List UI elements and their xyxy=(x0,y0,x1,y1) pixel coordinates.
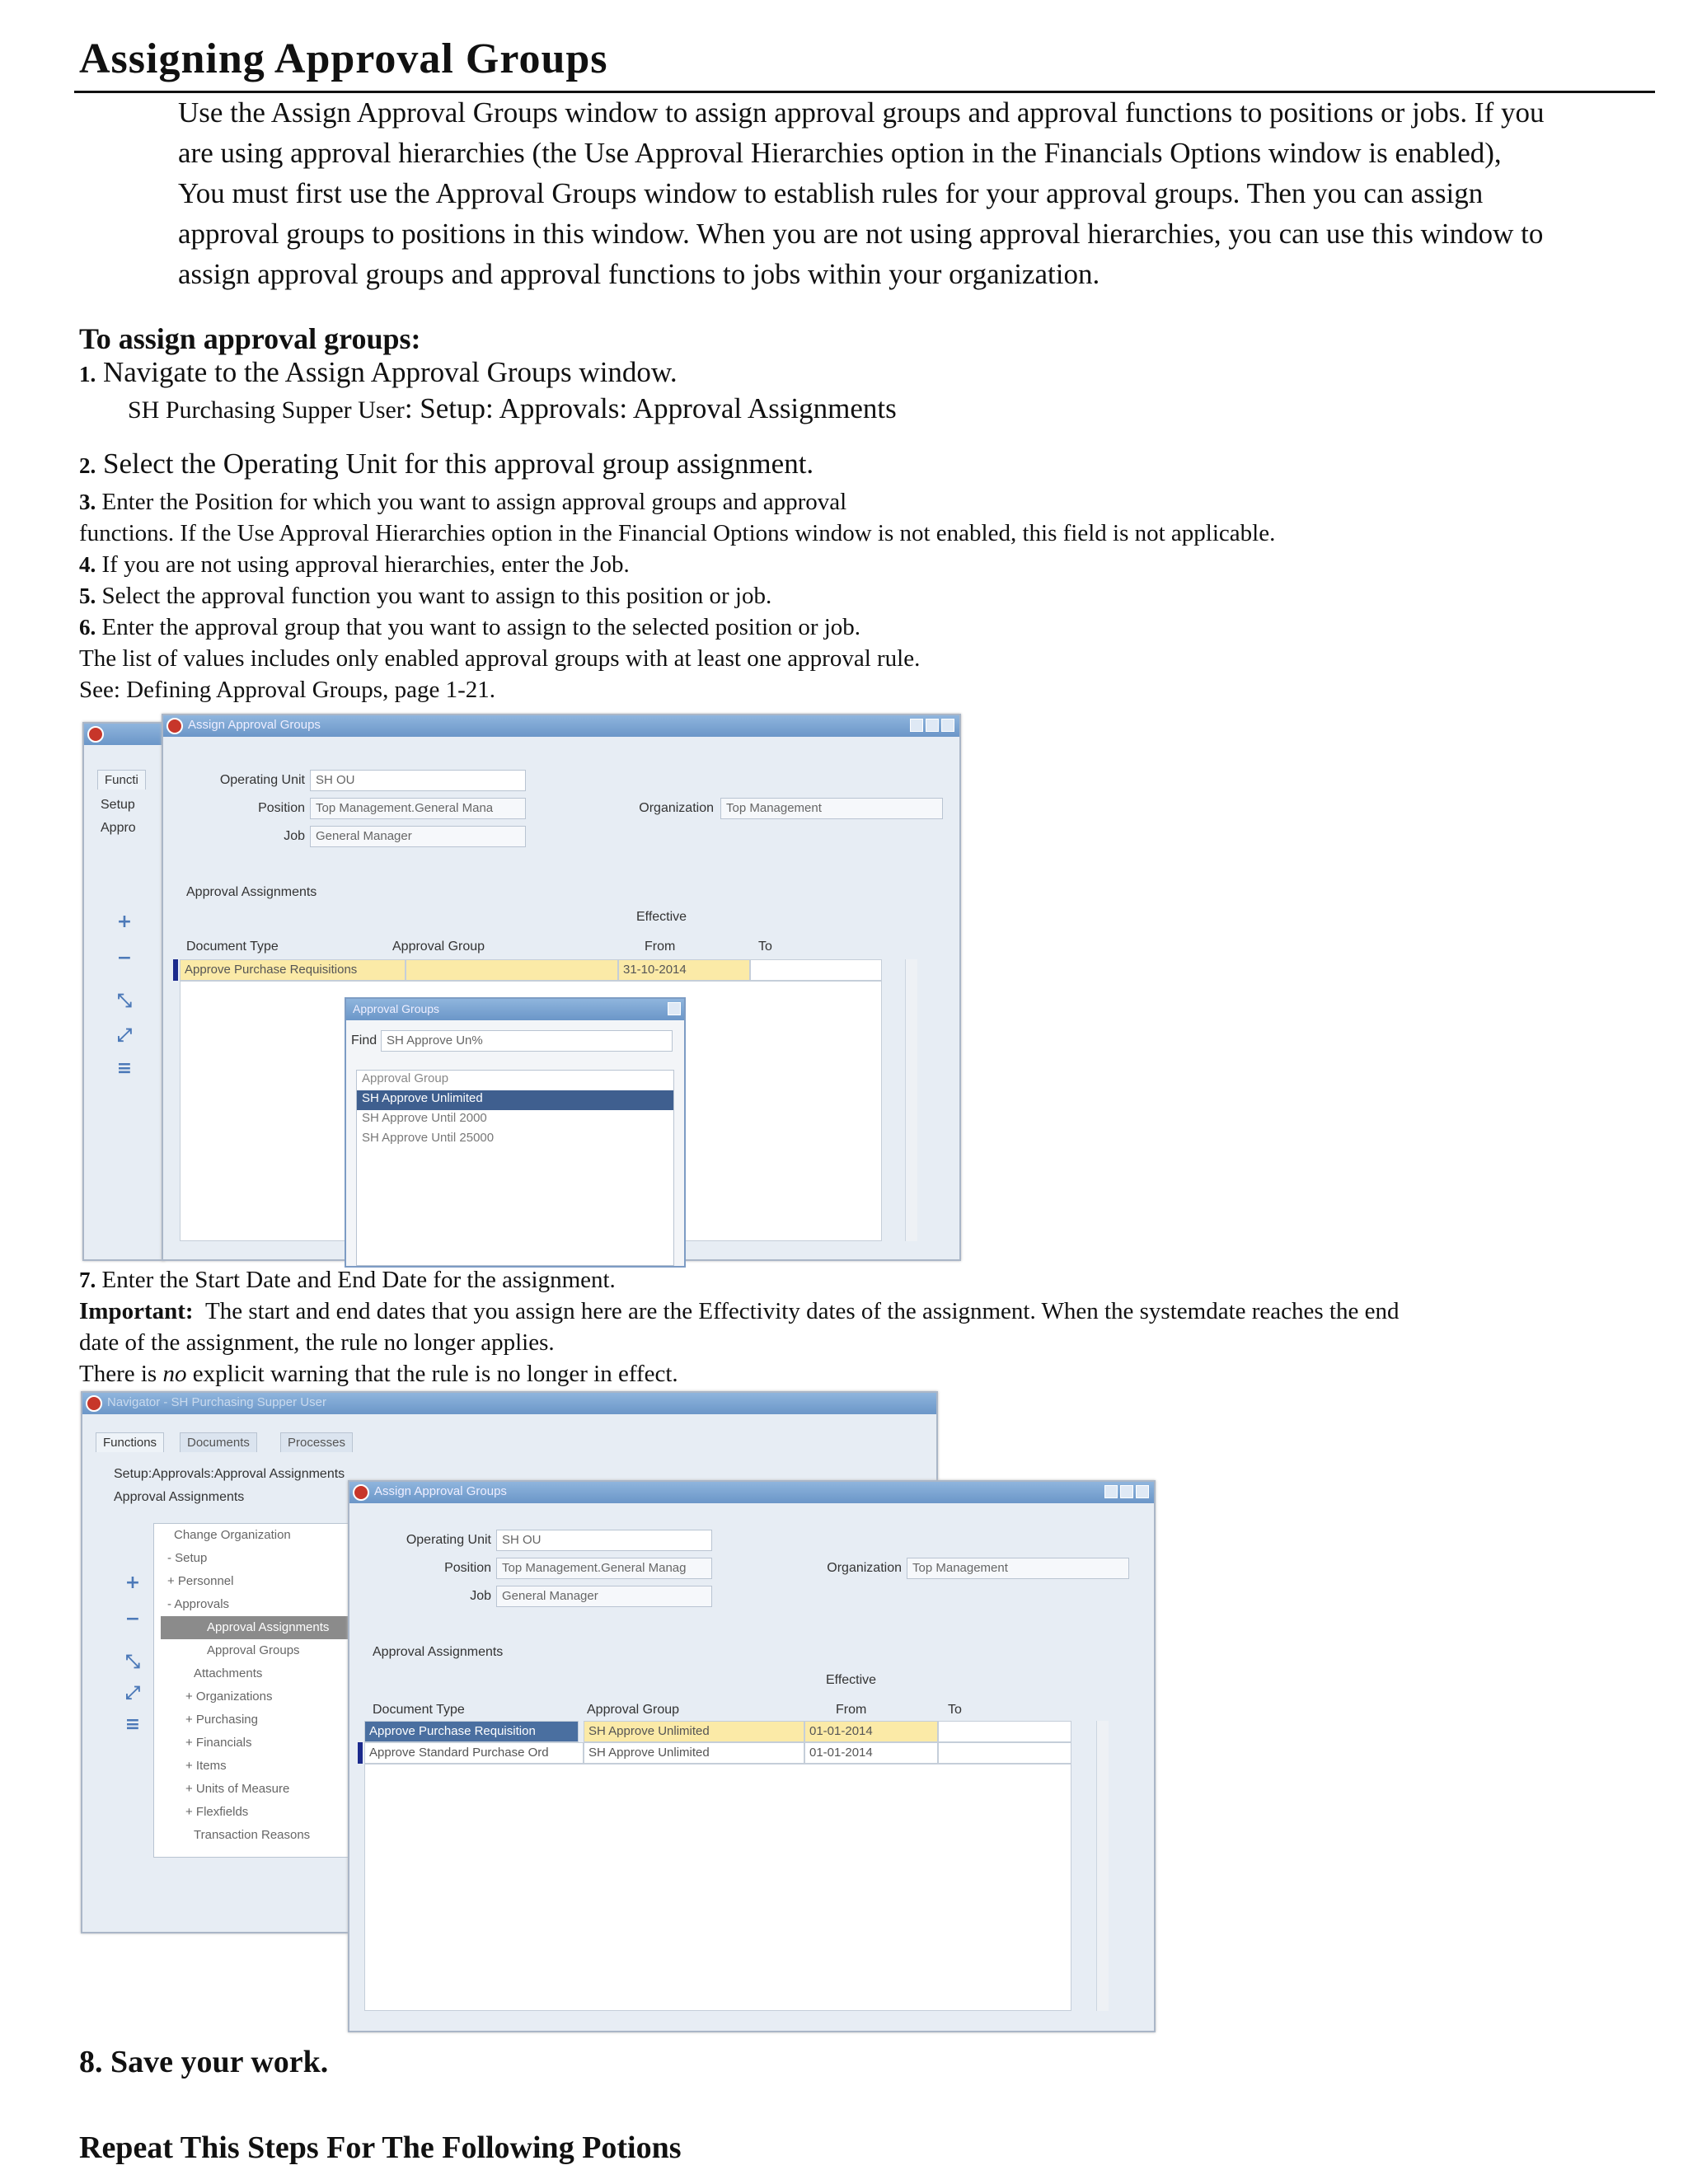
step-text: Navigate to the Assign Approval Groups window. xyxy=(103,356,678,388)
effective-header: Effective xyxy=(826,1673,877,1687)
current-record-marker xyxy=(173,959,178,981)
col-to: To xyxy=(758,940,772,954)
lov-list-item[interactable]: SH Approve Unlimited xyxy=(357,1090,673,1110)
col-document-type: Document Type xyxy=(373,1703,465,1717)
warning-text-a: There is xyxy=(79,1361,163,1387)
important-text: The start and end dates that you assign here are the Effectivity dates of the assignment. When the systemdate reaches the end xyxy=(205,1298,1400,1324)
window-titlebar xyxy=(349,1482,1154,1503)
step-6 xyxy=(79,612,1645,643)
position-label: Position xyxy=(258,801,305,815)
col-approval-group: Approval Group xyxy=(587,1703,680,1717)
step-3 xyxy=(79,486,1645,518)
tree-item[interactable]: + Purchasing xyxy=(185,1713,258,1727)
steps-3-6 xyxy=(79,486,1645,705)
step-number: 6. xyxy=(79,615,96,640)
collapse-all-icon[interactable]: ≡ xyxy=(116,1058,133,1079)
tab-functions[interactable]: Functions xyxy=(96,1432,164,1452)
step-5 xyxy=(79,580,1645,612)
important-text-cont: date of the assignment, the rule no longer applies. xyxy=(79,1329,555,1356)
vertical-scrollbar[interactable] xyxy=(905,959,917,1241)
navigator-titlebar xyxy=(84,724,163,745)
step-6-note: The list of values includes only enabled approval groups with at least one approval rule. xyxy=(79,645,921,672)
nav-label: Appro xyxy=(101,821,136,835)
tree-item[interactable]: Change Organization xyxy=(174,1528,291,1542)
assignments-grid xyxy=(364,1764,1071,2011)
repeat-note: Repeat This Steps For The Following Potions xyxy=(79,2130,682,2165)
operating-unit-label: Operating Unit xyxy=(219,773,305,787)
close-icon[interactable] xyxy=(1136,1485,1149,1498)
close-icon[interactable] xyxy=(668,1002,681,1015)
lov-list xyxy=(356,1070,674,1266)
cell-from-date[interactable]: 01-01-2014 xyxy=(804,1742,938,1764)
col-from: From xyxy=(836,1703,867,1717)
tree-item[interactable]: + Organizations xyxy=(185,1690,273,1704)
operating-unit-field[interactable]: SH OU xyxy=(496,1530,712,1551)
oracle-icon xyxy=(353,1484,369,1501)
minimize-icon[interactable] xyxy=(910,719,923,732)
step-text: Enter the Position for which you want to assign approval groups and approval xyxy=(101,489,847,515)
path-user: SH Purchasing Supper User xyxy=(128,396,405,424)
warning-note xyxy=(79,1358,1670,1390)
window-title: Assign Approval Groups xyxy=(374,1484,507,1498)
cell-approval-group[interactable]: SH Approve Unlimited xyxy=(584,1721,804,1742)
tree-item-selected[interactable]: Approval Assignments xyxy=(161,1616,424,1639)
breadcrumb: Setup:Approvals:Approval Assignments xyxy=(114,1467,345,1481)
step-text: Enter the Start Date and End Date for the assignment. xyxy=(101,1267,616,1293)
job-field[interactable]: General Manager xyxy=(310,826,526,847)
step-number: 5. xyxy=(79,583,96,608)
step-4 xyxy=(79,549,1645,580)
tab-documents[interactable]: Documents xyxy=(180,1432,257,1452)
step-8: 8. Save your work. xyxy=(79,2045,329,2079)
vertical-scrollbar[interactable] xyxy=(1096,1721,1109,2011)
step-1-path xyxy=(128,392,897,425)
oracle-icon xyxy=(87,726,104,743)
col-from: From xyxy=(645,940,676,954)
approval-assignments-section: Approval Assignments xyxy=(186,885,317,899)
expand-icon[interactable]: + xyxy=(124,1572,141,1593)
step-number: 7. xyxy=(79,1268,96,1292)
oracle-icon xyxy=(86,1395,102,1412)
warning-emphasis: no xyxy=(162,1361,187,1387)
lov-titlebar xyxy=(346,999,684,1020)
cell-to-date[interactable] xyxy=(938,1742,1071,1764)
cell-document-type[interactable]: Approve Purchase Requisition xyxy=(364,1721,579,1742)
tree-item[interactable]: - Setup xyxy=(167,1551,208,1565)
breadcrumb: Setup xyxy=(101,798,135,812)
step-number: 1. xyxy=(79,362,96,387)
organization-label: Organization xyxy=(639,801,714,815)
tab-processes[interactable]: Processes xyxy=(280,1432,353,1452)
window-titlebar xyxy=(163,715,959,737)
tree-item[interactable]: Attachments xyxy=(194,1666,263,1680)
job-field[interactable]: General Manager xyxy=(496,1586,712,1607)
job-label: Job xyxy=(284,829,305,843)
tab-functions[interactable]: Functi xyxy=(97,770,146,790)
window-controls xyxy=(910,719,954,732)
important-note xyxy=(79,1296,1670,1327)
nav-label: Approval Assignments xyxy=(114,1490,245,1504)
cell-to-date[interactable] xyxy=(938,1721,1071,1742)
step-number: 3. xyxy=(79,490,96,514)
navigator-titlebar xyxy=(82,1393,936,1414)
intro-line: approval groups to positions in this window. When you are not using approval hierarchies, you can use this window to xyxy=(178,218,1544,250)
minimize-icon[interactable] xyxy=(1104,1485,1118,1498)
intro-paragraph xyxy=(178,92,1629,294)
expand-branch-icon[interactable]: ⤡ xyxy=(125,1652,140,1672)
position-label: Position xyxy=(444,1561,491,1575)
tree-item[interactable]: + Units of Measure xyxy=(185,1782,290,1796)
tree-item[interactable]: - Approvals xyxy=(167,1597,230,1611)
organization-field: Top Management xyxy=(907,1558,1129,1579)
expand-branch-icon[interactable]: ⤡ xyxy=(117,991,132,1011)
tree-item[interactable]: + Flexfields xyxy=(185,1805,249,1819)
position-field[interactable]: Top Management.General Mana xyxy=(310,798,526,819)
organization-label: Organization xyxy=(827,1561,902,1575)
step-7 xyxy=(79,1264,1670,1296)
navigator-title: Navigator - SH Purchasing Supper User xyxy=(107,1395,326,1409)
collapse-icon[interactable]: − xyxy=(116,948,133,968)
collapse-all-icon[interactable]: ≡ xyxy=(124,1714,141,1735)
path-menu: : Setup: Approvals: Approval Assignments xyxy=(404,392,897,424)
step-6-ref: See: Defining Approval Groups, page 1-21. xyxy=(79,677,495,703)
tree-item[interactable]: + Personnel xyxy=(167,1574,234,1588)
cell-from-date[interactable]: 01-01-2014 xyxy=(804,1721,938,1742)
expand-icon[interactable]: + xyxy=(116,912,133,932)
tree-item[interactable]: Transaction Reasons xyxy=(194,1828,311,1842)
expand-all-icon[interactable]: ⤢ xyxy=(117,1025,132,1046)
step-number: 2. xyxy=(79,453,96,478)
step-3-cont: functions. If the Use Approval Hierarchies option in the Financial Options window is not enabled, this field is not applicable. xyxy=(79,520,1276,546)
maximize-icon[interactable] xyxy=(1120,1485,1133,1498)
cell-document-type[interactable]: Approve Purchase Requisitions xyxy=(180,959,406,981)
steps-7 xyxy=(79,1264,1670,1390)
maximize-icon[interactable] xyxy=(926,719,939,732)
operating-unit-field[interactable]: SH OU xyxy=(310,770,526,791)
position-field[interactable]: Top Management.General Manag xyxy=(496,1558,712,1579)
find-input[interactable]: SH Approve Un% xyxy=(381,1030,673,1052)
effective-header: Effective xyxy=(636,910,687,924)
tree-item[interactable]: Approval Groups xyxy=(207,1643,300,1657)
cell-approval-group[interactable]: SH Approve Unlimited xyxy=(584,1742,804,1764)
assign-approval-groups-window xyxy=(348,1480,1156,2032)
cell-to-date[interactable] xyxy=(750,959,882,981)
tree-item[interactable]: + Items xyxy=(185,1759,227,1773)
find-label: Find xyxy=(351,1033,377,1047)
intro-line: Use the Assign Approval Groups window to assign approval groups and approval functions to positions or jobs. If you xyxy=(178,96,1545,129)
lov-title: Approval Groups xyxy=(353,1002,440,1015)
cell-from-date[interactable]: 31-10-2014 xyxy=(618,959,750,981)
step-text: Select the Operating Unit for this approval group assignment. xyxy=(103,448,814,480)
job-label: Job xyxy=(470,1589,491,1603)
cell-approval-group[interactable] xyxy=(406,959,618,981)
section-heading: To assign approval groups: xyxy=(79,322,421,355)
organization-field: Top Management xyxy=(720,798,943,819)
page-title: Assigning Approval Groups xyxy=(79,35,608,82)
current-record-marker xyxy=(358,1742,363,1764)
lov-list-item[interactable]: SH Approve Until 2000 xyxy=(362,1111,487,1125)
step-2 xyxy=(79,448,814,480)
intro-line: are using approval hierarchies (the Use Approval Hierarchies option in the Financials Options window is enabled), xyxy=(178,137,1502,169)
approval-groups-lov xyxy=(345,997,686,1268)
step-1 xyxy=(79,356,678,389)
tree-item[interactable]: + Financials xyxy=(185,1736,252,1750)
col-to: To xyxy=(948,1703,962,1717)
intro-line: assign approval groups and approval functions to jobs within your organization. xyxy=(178,258,1100,290)
screenshot-assign-approval-groups-saved xyxy=(81,1391,1160,2036)
warning-text-b: explicit warning that the rule is no longer in effect. xyxy=(186,1361,678,1387)
cell-document-type[interactable]: Approve Standard Purchase Ord xyxy=(364,1742,584,1764)
collapse-icon[interactable]: − xyxy=(124,1609,141,1629)
navigator-window xyxy=(82,722,165,1261)
step-text: If you are not using approval hierarchies, enter the Job. xyxy=(101,551,630,578)
step-number: 4. xyxy=(79,552,96,577)
col-approval-group: Approval Group xyxy=(392,940,485,954)
lov-list-item[interactable]: SH Approve Until 25000 xyxy=(362,1131,495,1145)
screenshot-assign-approval-groups-lov xyxy=(82,714,964,1264)
oracle-icon xyxy=(166,718,183,734)
step-text: Enter the approval group that you want to assign to the selected position or job. xyxy=(101,614,861,640)
window-controls xyxy=(1104,1485,1149,1498)
lov-list-header: Approval Group xyxy=(362,1071,449,1085)
intro-line: You must first use the Approval Groups window to establish rules for your approval groups. Then you can assign xyxy=(178,177,1484,209)
window-title: Assign Approval Groups xyxy=(188,718,321,732)
approval-assignments-section: Approval Assignments xyxy=(373,1645,504,1659)
step-text: Select the approval function you want to assign to this position or job. xyxy=(101,583,772,609)
operating-unit-label: Operating Unit xyxy=(406,1533,491,1547)
col-document-type: Document Type xyxy=(186,940,279,954)
expand-all-icon[interactable]: ⤢ xyxy=(125,1683,140,1704)
close-icon[interactable] xyxy=(941,719,954,732)
important-label: Important: xyxy=(79,1298,194,1324)
